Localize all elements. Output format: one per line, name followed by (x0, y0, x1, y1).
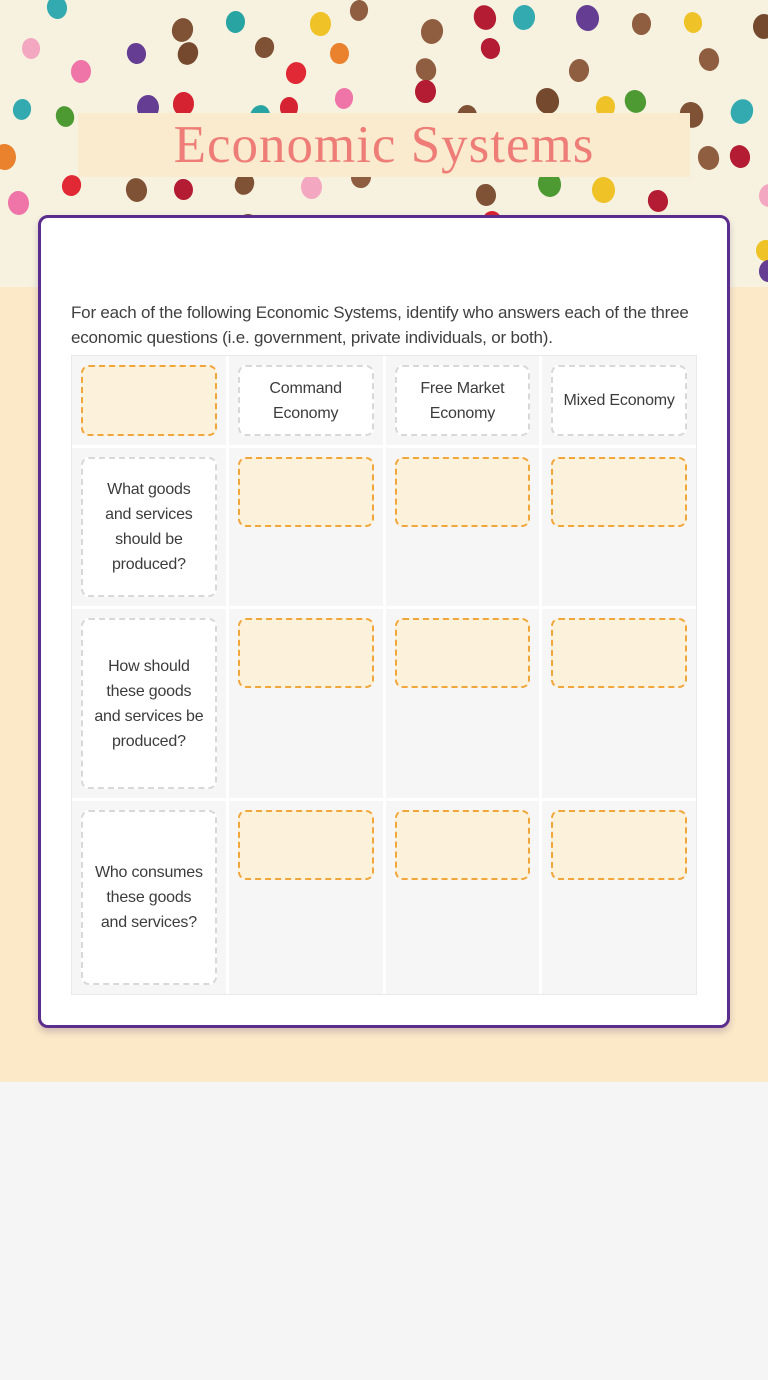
question-label: What goods and services should be produced? (105, 481, 193, 573)
worksheet-card (38, 215, 730, 1028)
confetti-dot (415, 80, 437, 104)
confetti-dot (474, 182, 498, 208)
dropzone-r1-free-market[interactable] (395, 457, 531, 527)
confetti-dot (419, 17, 446, 46)
table-cell-header-corner (72, 356, 226, 445)
confetti-dot (53, 104, 77, 130)
confetti-dot (348, 0, 369, 22)
column-header-label: Command Economy (269, 379, 342, 422)
dropzone-r1-mixed[interactable] (551, 457, 687, 527)
column-header-label: Mixed Economy (563, 392, 675, 409)
confetti-dot (534, 86, 562, 116)
table-cell-r3-mixed (542, 801, 696, 994)
dropzone-r2-mixed[interactable] (551, 618, 687, 688)
column-header-command-economy (238, 365, 374, 436)
column-header-label: Free Market Economy (420, 379, 505, 422)
table-cell-r1-command (229, 448, 383, 606)
instructions-text: For each of the following Economic Systems, identify who answers each of the three economic questions (i.e. government, private individuals, or both). (71, 303, 689, 347)
table-cell-r1-mixed (542, 448, 696, 606)
confetti-dot (592, 176, 616, 203)
confetti-dot (567, 57, 591, 83)
confetti-dot (330, 42, 349, 64)
confetti-dot (301, 175, 323, 200)
confetti-dot (756, 239, 768, 261)
confetti-dot (124, 176, 149, 204)
confetti-dot (758, 183, 768, 209)
confetti-dot (333, 87, 355, 111)
confetti-dot (175, 40, 202, 68)
matching-table (71, 355, 697, 995)
confetti-dot (45, 0, 69, 20)
table-cell-question-2 (72, 609, 226, 798)
dropzone-header-corner[interactable] (81, 365, 217, 436)
footer-background (0, 1082, 768, 1380)
table-cell-question-3 (72, 801, 226, 994)
confetti-dot (7, 190, 30, 216)
table-cell-r2-mixed (542, 609, 696, 798)
confetti-dot (253, 35, 277, 61)
table-cell-r3-free-market (386, 801, 540, 994)
table-cell-header-command (229, 356, 383, 445)
table-cell-r3-command (229, 801, 383, 994)
dropzone-r1-command[interactable] (238, 457, 374, 527)
confetti-dot (696, 144, 721, 171)
confetti-dot (753, 14, 768, 40)
dropzone-r2-command[interactable] (238, 618, 374, 688)
page-title: Economic Systems (173, 115, 595, 174)
confetti-dot (310, 12, 332, 37)
table-cell-r1-free-market (386, 448, 540, 606)
confetti-dot (682, 10, 704, 34)
question-box-who-consumes (81, 810, 217, 985)
confetti-dot (11, 97, 33, 121)
confetti-dot (173, 178, 194, 201)
dropzone-r2-free-market[interactable] (395, 618, 531, 688)
table-cell-r2-free-market (386, 609, 540, 798)
confetti-dot (697, 45, 722, 72)
dropzone-r3-free-market[interactable] (395, 810, 531, 880)
table-cell-question-1 (72, 448, 226, 606)
confetti-dot (727, 143, 753, 171)
column-header-free-market-economy (395, 365, 531, 436)
question-box-how-produced (81, 618, 217, 789)
confetti-dot (479, 36, 503, 62)
question-box-what-goods (81, 457, 217, 597)
column-header-mixed-economy (551, 365, 687, 436)
confetti-dot (70, 59, 91, 83)
dropzone-r3-command[interactable] (238, 810, 374, 880)
table-cell-r2-command (229, 609, 383, 798)
question-label: How should these goods and services be produced? (94, 657, 204, 750)
confetti-dot (511, 3, 537, 31)
dropzone-r3-mixed[interactable] (551, 810, 687, 880)
confetti-dot (283, 59, 309, 87)
confetti-dot (646, 188, 670, 214)
confetti-dot (470, 2, 500, 33)
table-cell-header-mixed (542, 356, 696, 445)
confetti-dot (575, 3, 601, 32)
title-banner (78, 113, 690, 177)
confetti-dot (631, 13, 651, 36)
confetti-dot (225, 11, 246, 34)
confetti-dot (21, 38, 40, 59)
confetti-dot (727, 96, 756, 127)
question-label: Who consumes these goods and services? (94, 864, 203, 931)
confetti-dot (0, 144, 16, 171)
table-cell-header-free-market (386, 356, 540, 445)
confetti-dot (169, 15, 195, 43)
confetti-dot (125, 41, 149, 66)
confetti-dot (758, 259, 768, 283)
